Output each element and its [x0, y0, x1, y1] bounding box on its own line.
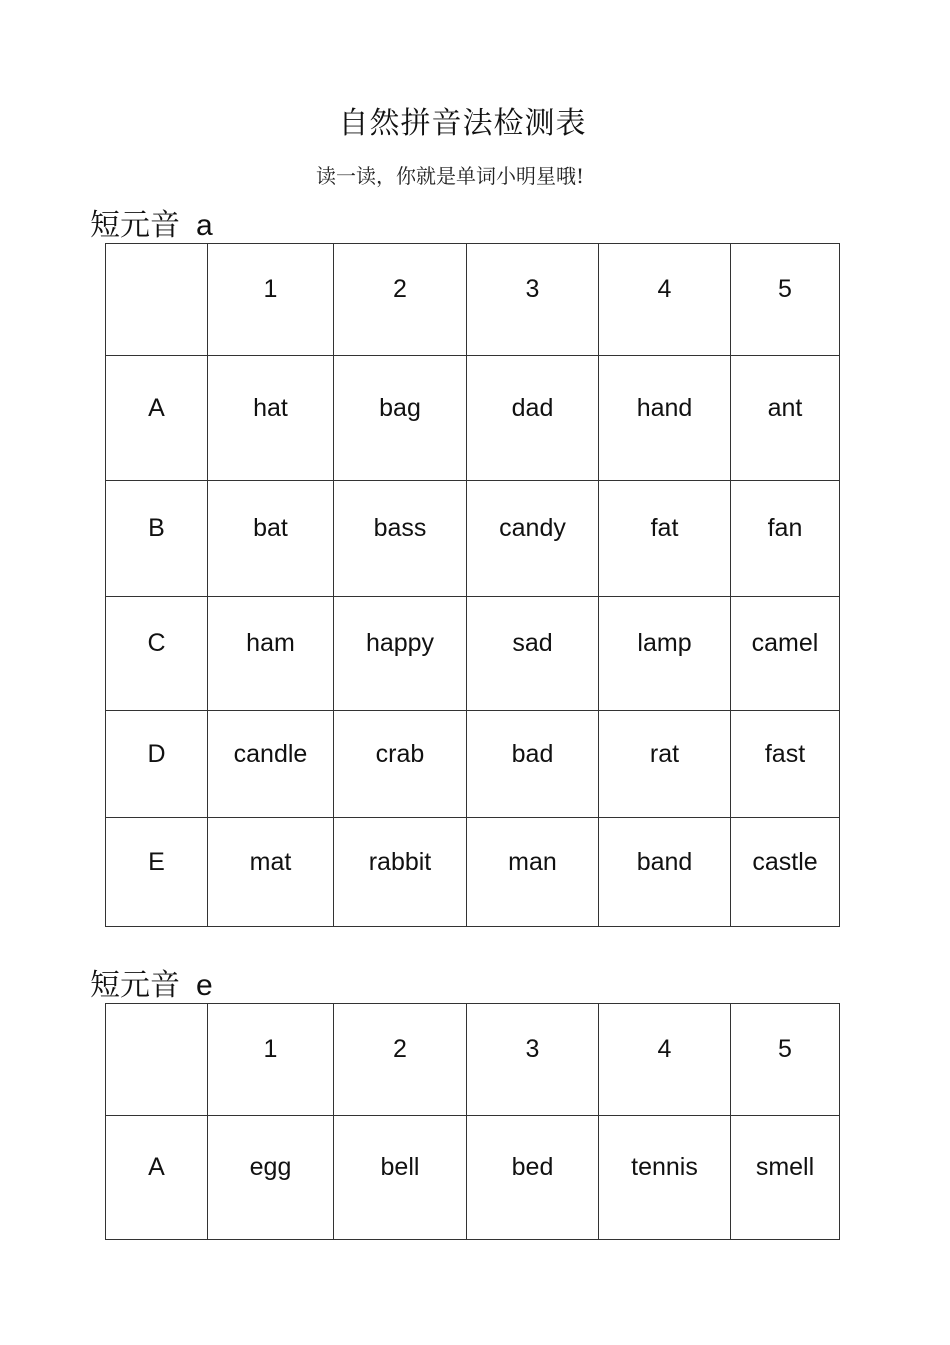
table-row	[106, 597, 840, 711]
row-header: E	[106, 818, 208, 927]
vowel-table-a	[105, 243, 840, 927]
section-heading-e	[90, 960, 213, 1004]
column-header: 4	[599, 1004, 731, 1116]
table-row	[106, 818, 840, 927]
word-cell: candy	[467, 481, 599, 597]
column-header: 3	[467, 244, 599, 356]
word-cell: dad	[467, 356, 599, 481]
word-cell: candle	[208, 711, 334, 818]
word-cell: egg	[208, 1116, 334, 1240]
section-heading-a	[90, 200, 213, 244]
column-header: 3	[467, 1004, 599, 1116]
word-cell: sad	[467, 597, 599, 711]
row-header: C	[106, 597, 208, 711]
word-cell: bass	[334, 481, 467, 597]
page-title: 自然拼音法检测表	[338, 106, 587, 141]
word-cell: castle	[731, 818, 840, 927]
row-header: A	[106, 1116, 208, 1240]
section-label: 短元音	[90, 968, 180, 1003]
word-cell: camel	[731, 597, 840, 711]
table-row	[106, 711, 840, 818]
word-cell: bell	[334, 1116, 467, 1240]
row-header: D	[106, 711, 208, 818]
column-header: 1	[208, 244, 334, 356]
corner-cell	[106, 1004, 208, 1116]
table-header-row	[106, 1004, 840, 1116]
word-cell: bed	[467, 1116, 599, 1240]
word-cell: band	[599, 818, 731, 927]
word-cell: tennis	[599, 1116, 731, 1240]
word-cell: hat	[208, 356, 334, 481]
section-vowel: e	[196, 969, 213, 1002]
word-cell: crab	[334, 711, 467, 818]
word-cell: smell	[731, 1116, 840, 1240]
word-cell: man	[467, 818, 599, 927]
word-cell: fan	[731, 481, 840, 597]
table-row	[106, 481, 840, 597]
column-header: 1	[208, 1004, 334, 1116]
vowel-table-e	[105, 1003, 840, 1240]
row-header: B	[106, 481, 208, 597]
table-row	[106, 356, 840, 481]
word-cell: bad	[467, 711, 599, 818]
row-header: A	[106, 356, 208, 481]
word-cell: fast	[731, 711, 840, 818]
word-cell: ham	[208, 597, 334, 711]
column-header: 4	[599, 244, 731, 356]
word-cell: lamp	[599, 597, 731, 711]
word-cell: rat	[599, 711, 731, 818]
word-cell: bat	[208, 481, 334, 597]
word-cell: ant	[731, 356, 840, 481]
word-cell: happy	[334, 597, 467, 711]
table-header-row	[106, 244, 840, 356]
word-cell: hand	[599, 356, 731, 481]
column-header: 5	[731, 244, 840, 356]
page-subtitle: 读一读，你就是单词小明星哦!	[315, 164, 585, 188]
word-cell: fat	[599, 481, 731, 597]
word-cell: mat	[208, 818, 334, 927]
column-header: 2	[334, 1004, 467, 1116]
corner-cell	[106, 244, 208, 356]
word-cell: bag	[334, 356, 467, 481]
column-header: 5	[731, 1004, 840, 1116]
column-header: 2	[334, 244, 467, 356]
section-label: 短元音	[90, 208, 180, 243]
table-row	[106, 1116, 840, 1240]
word-cell: rabbit	[334, 818, 467, 927]
section-vowel: a	[196, 209, 213, 242]
